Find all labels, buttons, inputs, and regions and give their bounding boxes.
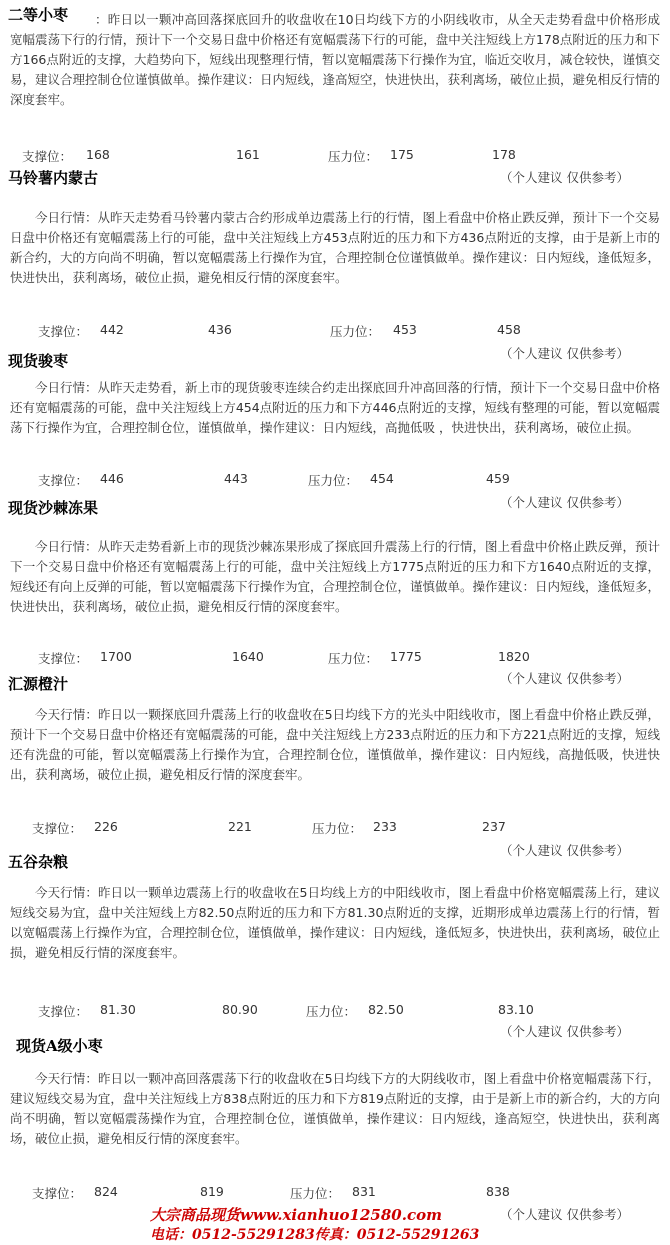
disclaimer-note: （个人建议 仅供参考） <box>500 170 629 185</box>
support-value-2: 80.90 <box>222 1002 258 1017</box>
support-value-1: 442 <box>100 322 124 337</box>
section-title: 汇源橙汁 <box>8 675 69 693</box>
section-title: 五谷杂粮 <box>8 853 69 871</box>
pressure-label: 压力位： <box>290 1186 341 1201</box>
support-value-2: 221 <box>228 819 252 834</box>
pressure-value-2: 237 <box>482 819 506 834</box>
support-label: 支撑位： <box>38 473 89 488</box>
support-value-2: 443 <box>224 471 248 486</box>
pressure-value-2: 178 <box>492 147 516 162</box>
section-text: ：昨日以一颗冲高回落探底回升的收盘收在10日均线下方的小阴线收市，从全天走势看盘中价格形成宽幅震荡下行的行情，预计下一个交易日盘中价格还有宽幅震荡下行的可能，盘中关注短线上方178点附近的压力和下方166点附近的支撑，大趋势向下，短线出现整理行情，暂以宽幅震荡下行操作为宜，临近交收月，减仓较快，谨慎交易，建议合理控制仓位谨慎做单。操作建议：日内短线，逢高短空，快进快出，获利离场，破位止损，避免相反行情的深度套牢。 <box>10 12 661 107</box>
pressure-value-2: 83.10 <box>498 1002 534 1017</box>
pressure-value-1: 453 <box>393 322 417 337</box>
pressure-value-1: 831 <box>352 1184 376 1199</box>
section-text: 今日行情：从昨天走势看，新上市的现货骏枣连续合约走出探底回升冲高回落的行情，预计下一个交易日盘中价格还有宽幅震荡的可能，盘中关注短线上方454点附近的压力和下方446点附近的支撑，短线有整理的可能，暂以宽幅震荡下行操作为宜，合理控制仓位，谨慎做单，操作建议：日内短线，高抛低吸 ，快进快出，获利离场，破位止损。 <box>10 380 661 435</box>
section-title: 现货骏枣 <box>8 352 69 370</box>
support-value-2: 161 <box>236 147 260 162</box>
section-text: 今日行情：从昨天走势看马铃薯内蒙古合约形成单边震荡上行的行情，图上看盘中价格止跌反弹，预计下一个交易日盘中价格还有宽幅震荡上行的可能，盘中关注短线上方453点附近的压力和下方436点附近的支撑，由于是新上市的新合约，大的方向尚不明确，暂以宽幅震荡上行操作为宜，合理控制仓位谨慎做单。操作建议：日内短线，逢低短多，快进快出，获利离场，破位止损，避免相反行情的深度套牢。 <box>10 210 661 285</box>
support-value-1: 824 <box>94 1184 118 1199</box>
pressure-label: 压力位： <box>328 651 379 666</box>
support-label: 支撑位： <box>38 651 89 666</box>
support-value-2: 819 <box>200 1184 224 1199</box>
section-title: 马铃薯内蒙古 <box>8 169 99 187</box>
disclaimer-note: （个人建议 仅供参考） <box>500 346 629 361</box>
pressure-label: 压力位： <box>308 473 359 488</box>
pressure-value-1: 1775 <box>390 649 422 664</box>
disclaimer-note: （个人建议 仅供参考） <box>500 1207 629 1222</box>
pressure-value-1: 454 <box>370 471 394 486</box>
pressure-label: 压力位： <box>328 149 379 164</box>
pressure-value-1: 82.50 <box>368 1002 404 1017</box>
disclaimer-note: （个人建议 仅供参考） <box>500 495 629 510</box>
section-title: 二等小枣 <box>8 6 69 24</box>
support-value-2: 436 <box>208 322 232 337</box>
support-value-2: 1640 <box>232 649 264 664</box>
section-text: 今日行情：从昨天走势看新上市的现货沙棘冻果形成了探底回升震荡上行的行情，图上看盘中价格止跌反弹，预计下一个交易日盘中价格还有宽幅震荡上行的可能，盘中关注短线上方1775点附近的压力和下方1640点附近的支撑，短线还有向上反弹的可能，暂以宽幅震荡下行操作为宜，合理控制仓位，谨慎做单。操作建议：日内短线，逢低短多，快进快出，获利离场，破位止损，避免相反行情的深度套牢。 <box>10 539 661 614</box>
support-value-1: 81.30 <box>100 1002 136 1017</box>
disclaimer-note: （个人建议 仅供参考） <box>500 671 629 686</box>
support-label: 支撑位： <box>22 149 73 164</box>
pressure-value-2: 458 <box>497 322 521 337</box>
support-value-1: 226 <box>94 819 118 834</box>
disclaimer-note: （个人建议 仅供参考） <box>500 843 629 858</box>
section-text: 今天行情：昨日以一颗冲高回落震荡下行的收盘收在5日均线下方的大阴线收市，图上看盘中价格宽幅震荡下行，建议短线交易为宜，盘中关注短线上方838点附近的压力和下方819点附近的支撑，由于是新上市的新合约，大的方向尚不明确，暂以宽幅震荡操作为宜，合理控制仓位，谨慎做单，操作建议：日内短线，逢高短空，快进快出，获利离场，破位止损，避免相反行情的深度套牢。 <box>10 1071 660 1146</box>
support-value-1: 1700 <box>100 649 132 664</box>
section-title: 现货A级小枣 <box>16 1037 103 1055</box>
support-label: 支撑位： <box>32 821 83 836</box>
footer-contact: 电话：0512-55291283传真：0512-55291263 <box>150 1227 480 1243</box>
pressure-label: 压力位： <box>312 821 363 836</box>
pressure-value-2: 838 <box>486 1184 510 1199</box>
pressure-value-1: 175 <box>390 147 414 162</box>
support-label: 支撑位： <box>38 1004 89 1019</box>
pressure-value-1: 233 <box>373 819 397 834</box>
footer-website: 大宗商品现货www.xianhuo12580.com <box>150 1206 442 1224</box>
support-value-1: 168 <box>86 147 110 162</box>
support-label: 支撑位： <box>38 324 89 339</box>
section-text: 今天行情：昨日以一颗单边震荡上行的收盘收在5日均线上方的中阳线收市，图上看盘中价格宽幅震荡上行，建议短线交易为宜，盘中关注短线上方82.50点附近的压力和下方81.30点附近的支撑，近期形成单边震荡上行的行情，暂以宽幅震荡上行操作为宜，合理控制仓位，谨慎做单，操作建议：日内短线，逢低短多，快进快出，获利离场，破位止损，避免相反行情的深度套牢。 <box>10 885 661 960</box>
support-value-1: 446 <box>100 471 124 486</box>
pressure-value-2: 459 <box>486 471 510 486</box>
section-text: 今天行情：昨日以一颗探底回升震荡上行的收盘收在5日均线下方的光头中阳线收市，图上看盘中价格止跌反弹，预计下一个交易日盘中价格还有宽幅震荡的可能，盘中关注短线上方233点附近的压力和下方221点附近的支撑，短线还有洗盘的可能，暂以宽幅震荡上行操作为宜，合理控制仓位，谨慎做单，操作建议：日内短线，高抛低吸，快进快出，获利离场，破位止损，避免相反行情的深度套牢。 <box>10 707 660 782</box>
pressure-label: 压力位： <box>330 324 381 339</box>
disclaimer-note: （个人建议 仅供参考） <box>500 1024 629 1039</box>
section-title: 现货沙棘冻果 <box>8 499 99 517</box>
pressure-value-2: 1820 <box>498 649 530 664</box>
support-label: 支撑位： <box>32 1186 83 1201</box>
pressure-label: 压力位： <box>306 1004 357 1019</box>
